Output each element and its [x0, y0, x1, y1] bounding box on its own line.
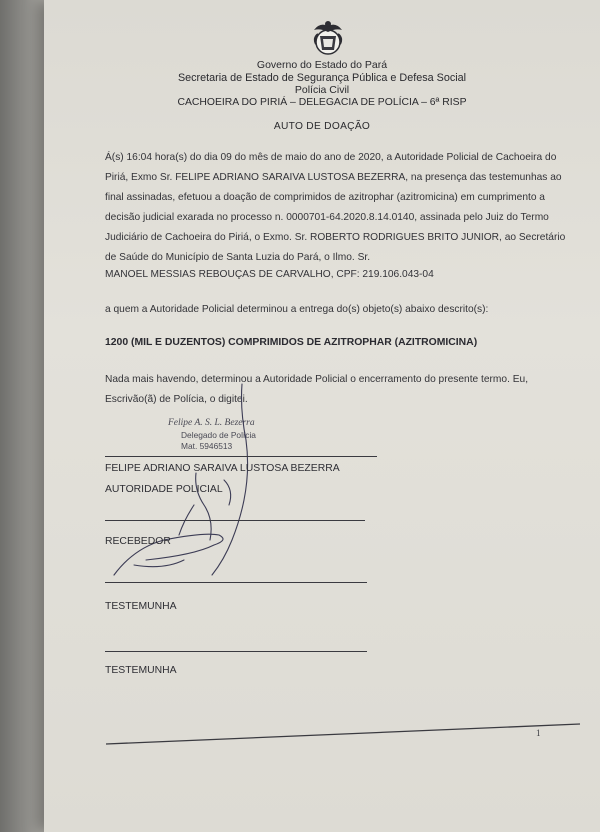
header-secretariat: Secretaria de Estado de Segurança Pública e Defesa Social [177, 72, 467, 84]
donated-item: 1200 (MIL E DUZENTOS) COMPRIMIDOS DE AZITROPHAR (AZITROMICINA) [105, 337, 478, 348]
paragraph-line: decisão judicial exarada no processo n. 0000701-64.2020.8.14.0140, assinada pelo Juiz do Termo [105, 212, 549, 223]
authority-name: FELIPE ADRIANO SARAIVA LUSTOSA BEZERRA [105, 463, 340, 474]
witness2-label: TESTEMUNHA [105, 665, 177, 676]
page-number: 1 [536, 728, 541, 738]
document-page [44, 0, 600, 832]
paragraph-line: Piriá, Exmo Sr. FELIPE ADRIANO SARAIVA LUSTOSA BEZERRA, na presença das testemunhas ao [105, 172, 562, 183]
authority-label: AUTORIDADE POLICIAL [105, 484, 223, 495]
header-police: Polícia Civil [294, 84, 350, 96]
delivery-text: a quem a Autoridade Policial determinou a entrega do(s) objeto(s) abaixo descrito(s): [105, 304, 489, 315]
signature-scribble [44, 0, 600, 832]
paragraph-line: final assinadas, efetuou a doação de comprimidos de azitrophar (azitromicina) em cumprimento a [105, 192, 545, 203]
stamp-name: Felipe A. S. L. Bezerra [168, 418, 255, 428]
authority-signature-line [105, 456, 377, 457]
witness1-signature-line [105, 582, 367, 583]
paragraph-line: Judiciário de Cachoeira do Piriá, o Exmo. Sr. ROBERTO RODRIGUES BRITO JUNIOR, ao Secretário [105, 232, 566, 243]
stamp-mat: Mat. 5946513 [181, 441, 233, 451]
witness1-label: TESTEMUNHA [105, 601, 177, 612]
witness2-signature-line [105, 651, 367, 652]
footer-rule [104, 718, 584, 748]
document-title: AUTO DE DOAÇÃO [273, 121, 371, 132]
closing-line: Escrivão(ã) de Polícia, o digitei. [105, 394, 248, 405]
receiver-label: RECEBEDOR [105, 536, 171, 547]
paragraph-line: de Saúde do Município de Santa Luzia do Pará, o Ilmo. Sr. [105, 252, 371, 263]
receiver-signature-line [105, 520, 365, 521]
recipient-line: MANOEL MESSIAS REBOUÇAS DE CARVALHO, CPF: 219.106.043-04 [105, 269, 434, 280]
header-government: Governo do Estado do Pará [256, 59, 388, 71]
stamp-role: Delegado de Polícia [181, 430, 256, 440]
closing-line: Nada mais havendo, determinou a Autoridade Policial o encerramento do presente termo. Eu, [105, 374, 529, 385]
paragraph-line: Á(s) 16:04 hora(s) do dia 09 do mês de maio do ano de 2020, a Autoridade Policial de Cachoeira do [105, 152, 557, 163]
header-station: CACHOEIRA DO PIRIÁ – DELEGACIA DE POLÍCIA – 6ª RISP [177, 97, 467, 108]
